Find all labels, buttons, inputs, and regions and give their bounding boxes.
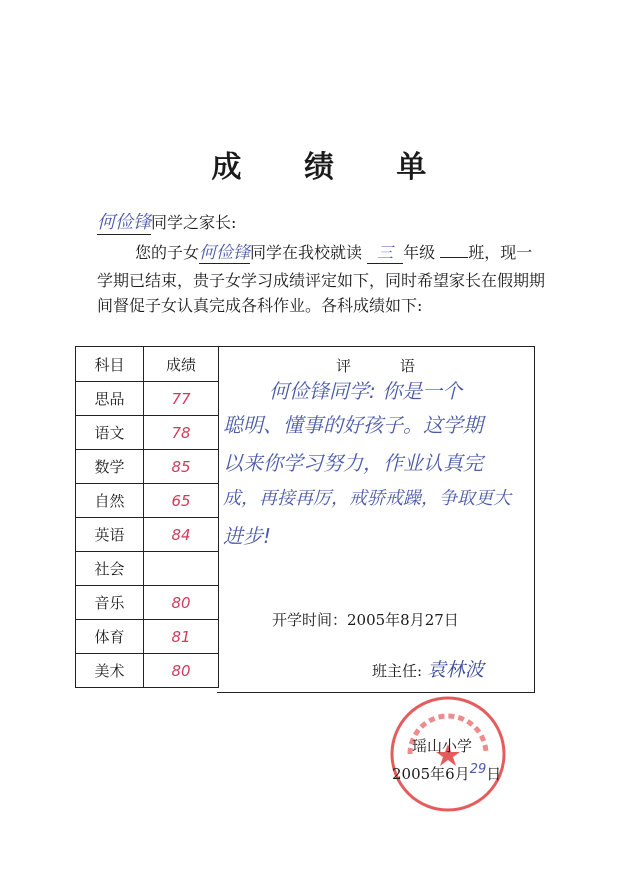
comment-line: 聪明、懂事的好孩子。这学期 (223, 413, 483, 437)
comment-line: 进步! (223, 524, 272, 548)
intro-prefix: 您的子女 (135, 243, 200, 262)
score-cell: 85 (144, 450, 219, 484)
student-name-handwritten: 何俭锋 (97, 208, 151, 235)
intro-mid: 同学在我校就读 (250, 243, 363, 262)
subject-cell: 音乐 (76, 586, 144, 620)
comment-line: 以来你学习努力，作业认真完 (223, 451, 483, 475)
subject-cell: 英语 (76, 518, 144, 552)
comment-header: 评 语 (336, 357, 437, 375)
score-cell: 84 (144, 518, 219, 552)
comment-line: 成，再接再厉，戒骄戒躁，争取更大 (223, 488, 511, 509)
teacher-signature-line (372, 655, 484, 682)
subject-cell: 社会 (76, 552, 144, 586)
subject-cell: 自然 (76, 484, 144, 518)
comment-line: 何俭锋同学: 你是一个 (269, 379, 463, 403)
start-date: 开学时间：2005年8月27日 (272, 611, 459, 629)
grades-table (75, 346, 219, 688)
header-score: 成绩 (144, 347, 219, 382)
subject-cell: 美术 (76, 654, 144, 688)
greeting-suffix: 同学之家长: (151, 213, 237, 232)
comment-box (217, 346, 535, 693)
intro-after-class: 班，现一 (468, 243, 533, 262)
intro-line-2: 学期已结束，贵子女学习成绩评定如下，同时希望家长在假期期 (97, 271, 546, 290)
subject-cell: 思品 (76, 382, 144, 416)
sign-date-suffix: 日 (486, 765, 502, 783)
intro-student-name: 何俭锋 (199, 238, 250, 264)
score-cell: 80 (144, 654, 219, 688)
score-cell: 77 (144, 382, 219, 416)
subject-cell: 数学 (76, 450, 144, 484)
sign-date-day: 29 (469, 762, 487, 777)
teacher-label: 班主任: (372, 662, 423, 680)
subject-cell: 体育 (76, 620, 144, 654)
score-cell (144, 552, 219, 586)
intro-line-1 (135, 238, 532, 264)
score-cell: 65 (144, 484, 219, 518)
intro-line-3: 间督促子女认真完成各科作业。各科成绩如下: (97, 296, 423, 315)
school-name: 瑶山小学 (412, 737, 473, 755)
intro-after-grade: 年级 (403, 243, 436, 262)
teacher-signature: 袁林波 (426, 659, 484, 681)
sign-date-prefix: 2005年6月 (392, 765, 470, 783)
header-subject: 科目 (76, 347, 144, 382)
grade-handwritten: 三 (367, 240, 403, 264)
score-cell: 78 (144, 416, 219, 450)
score-cell: 80 (144, 586, 219, 620)
class-blank (440, 257, 468, 258)
document-title: 成 绩 单 (211, 150, 453, 185)
score-cell: 81 (144, 620, 219, 654)
subject-cell: 语文 (76, 416, 144, 450)
greeting-line (97, 208, 236, 235)
signature-date (392, 762, 501, 784)
